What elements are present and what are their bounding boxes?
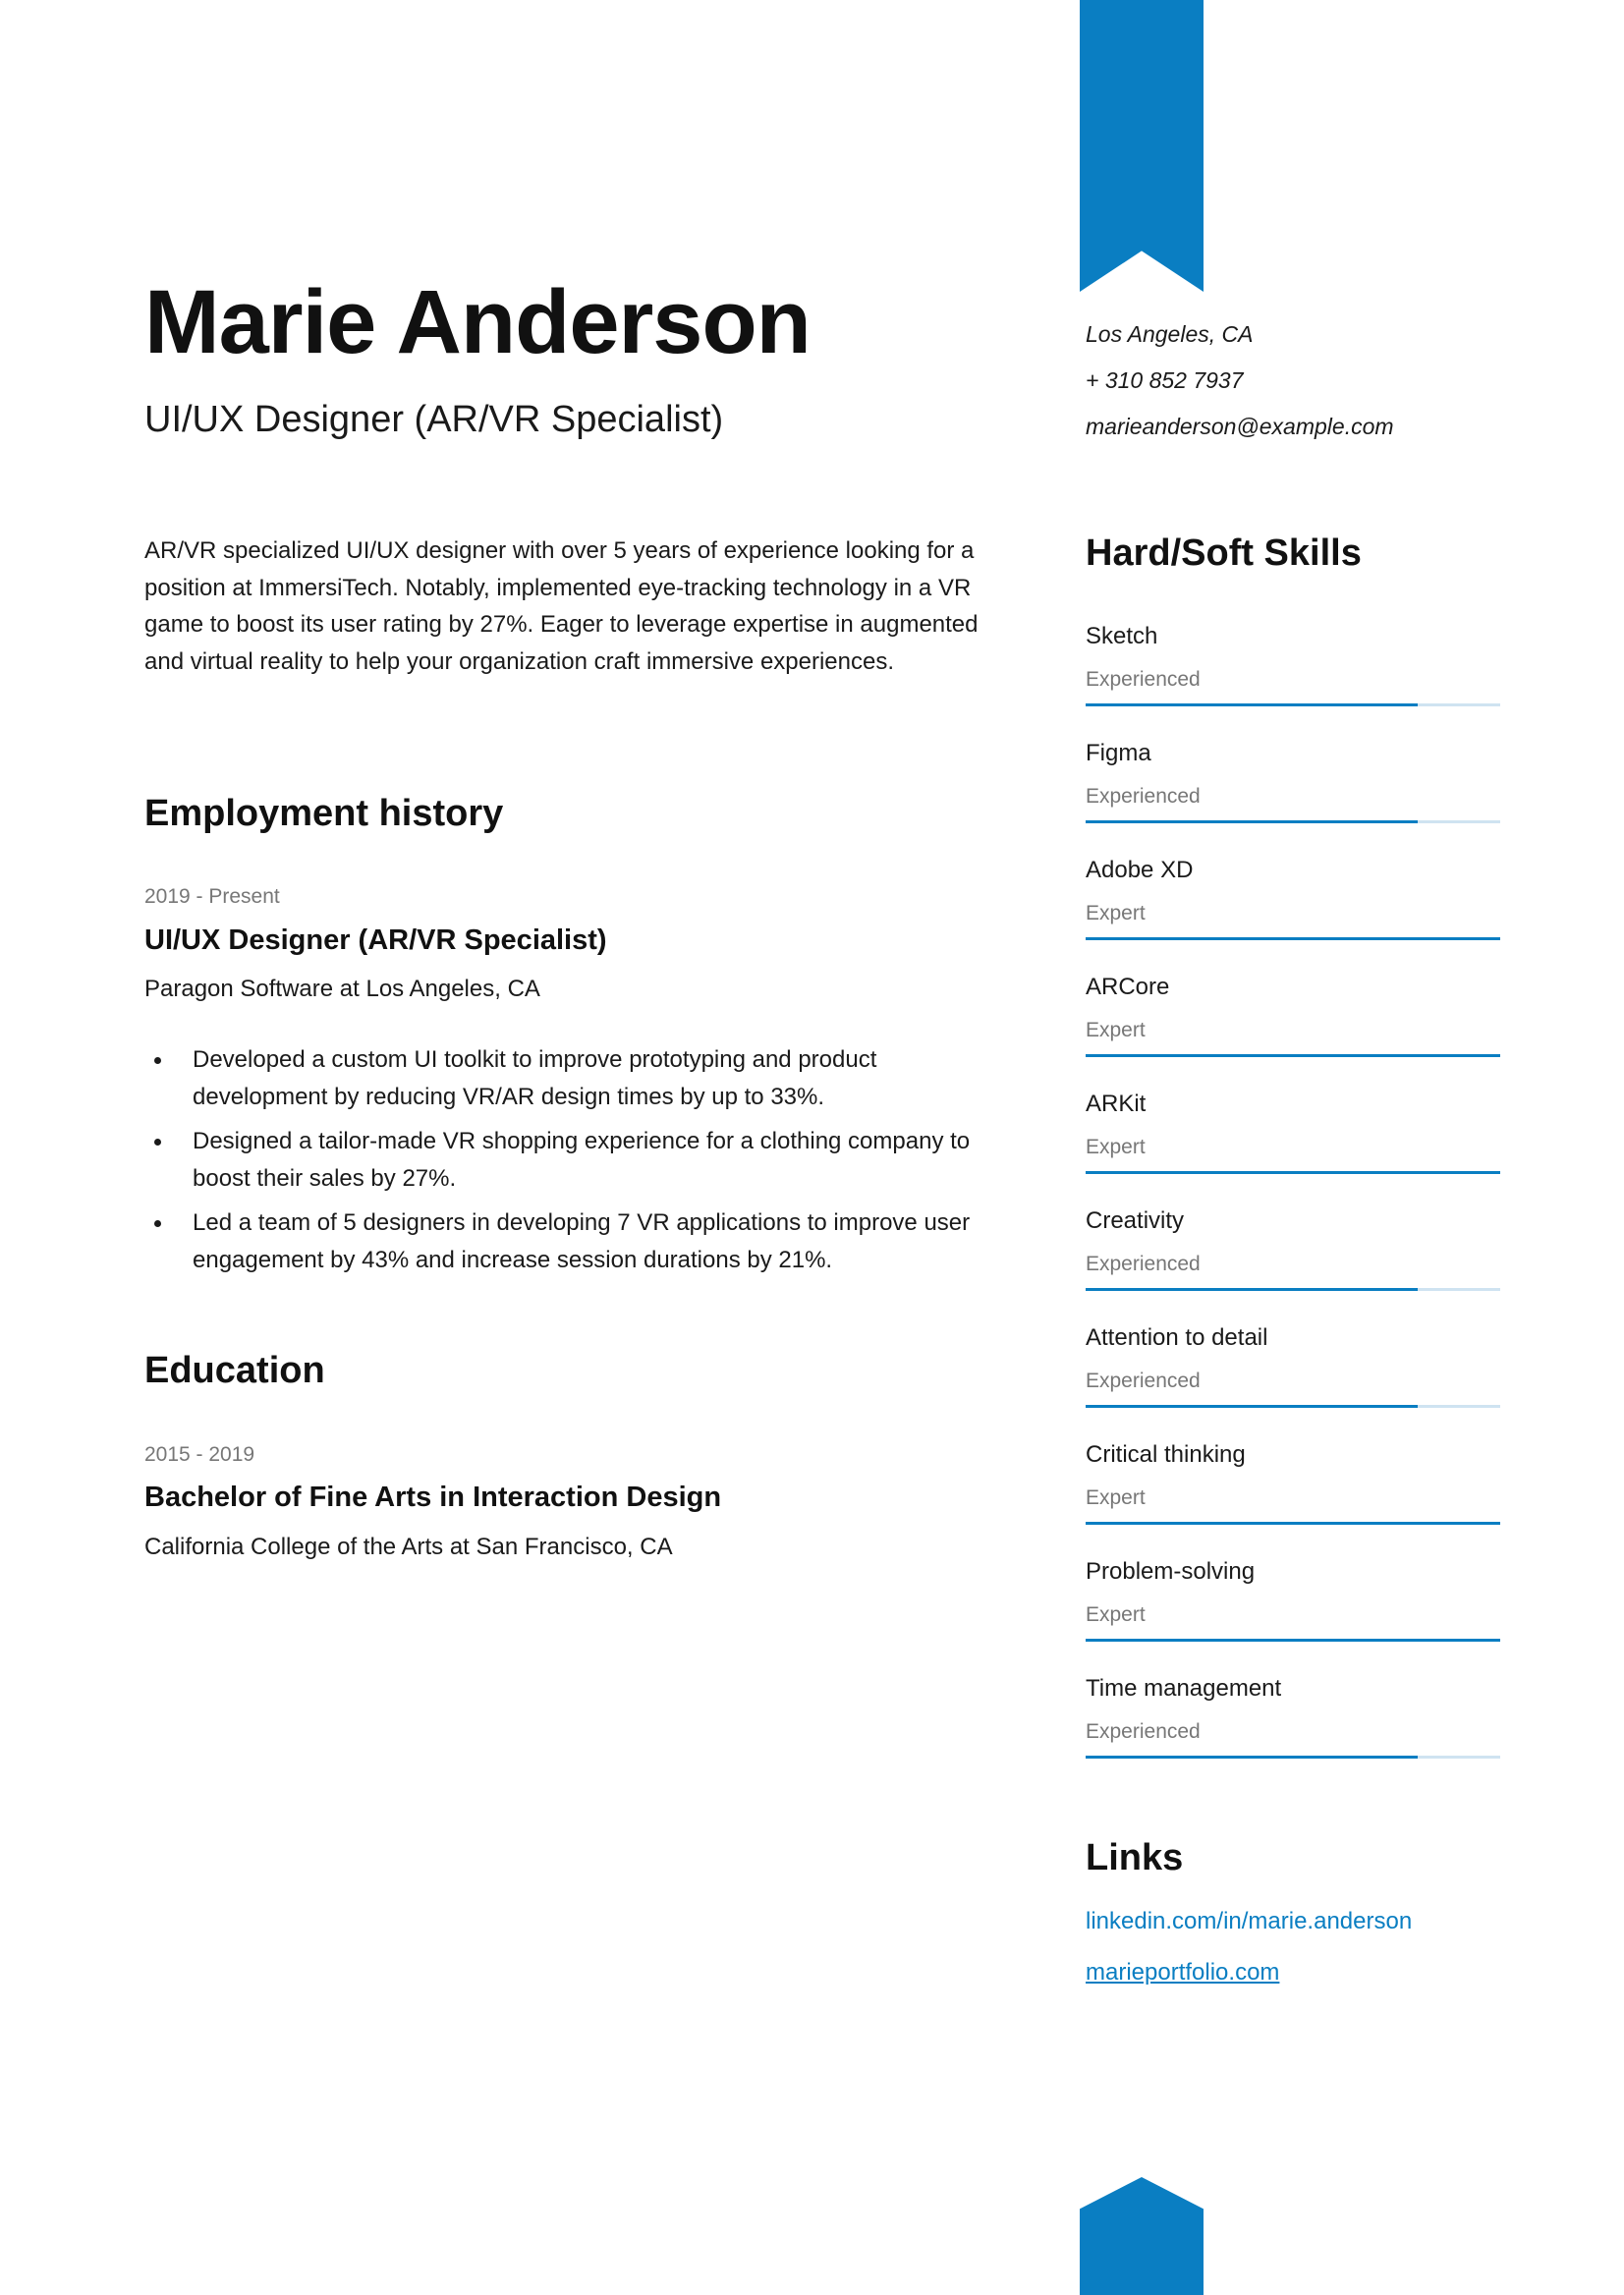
skill-bar xyxy=(1086,1756,1500,1759)
education-heading: Education xyxy=(144,1350,325,1391)
employment-bullets xyxy=(144,1041,1009,1286)
employment-job-title: UI/UX Designer (AR/VR Specialist) xyxy=(144,924,607,956)
education-degree: Bachelor of Fine Arts in Interaction Design xyxy=(144,1482,722,1513)
skill-item xyxy=(1086,1661,1500,1778)
candidate-name: Marie Anderson xyxy=(144,272,811,372)
links-heading: Links xyxy=(1086,1837,1184,1878)
skill-bar-fill xyxy=(1086,1171,1500,1174)
bullet-item xyxy=(144,1041,1009,1115)
bullet-item xyxy=(144,1204,1009,1278)
skills-heading: Hard/Soft Skills xyxy=(1086,532,1362,574)
education-dates: 2015 - 2019 xyxy=(144,1443,255,1466)
skill-bar xyxy=(1086,1288,1500,1291)
skill-level: Expert xyxy=(1086,1486,1146,1509)
linkedin-link[interactable]: linkedin.com/in/marie.anderson xyxy=(1086,1908,1413,1934)
skill-name: Attention to detail xyxy=(1086,1324,1268,1351)
bullet-dot-icon xyxy=(154,1139,161,1146)
candidate-title: UI/UX Designer (AR/VR Specialist) xyxy=(144,399,724,440)
employment-dates: 2019 - Present xyxy=(144,885,280,908)
education-school: California College of the Arts at San Francisco, CA xyxy=(144,1534,673,1560)
bullet-dot-icon xyxy=(154,1057,161,1064)
contact-email: marieanderson@example.com xyxy=(1086,414,1394,439)
skill-name: Problem-solving xyxy=(1086,1558,1256,1585)
skill-bar xyxy=(1086,1054,1500,1057)
bullet-text: Designed a tailor-made VR shopping experience for a clothing company to boost their sales by 27%. xyxy=(193,1128,971,1192)
skill-bar xyxy=(1086,703,1500,706)
skill-level: Expert xyxy=(1086,1136,1146,1158)
skill-level: Expert xyxy=(1086,902,1146,924)
skill-item xyxy=(1086,1544,1500,1661)
skill-bar xyxy=(1086,820,1500,823)
skill-level: Experienced xyxy=(1086,785,1201,808)
skill-name: Adobe XD xyxy=(1086,857,1194,883)
skill-name: Sketch xyxy=(1086,623,1158,649)
profile-summary: AR/VR specialized UI/UX designer with over 5 years of experience looking for a position at ImmersiTech. Notably, implemented eye-tracking technology in a VR game to boost its user rating by 27%. Eager to leverage expertise in augmented and virtual reality to help your organization craft immersive experiences. xyxy=(144,537,979,675)
employment-heading: Employment history xyxy=(144,793,504,834)
skill-bar xyxy=(1086,1405,1500,1408)
contact-location: Los Angeles, CA xyxy=(1086,321,1254,347)
skill-bar xyxy=(1086,1171,1500,1174)
skill-item xyxy=(1086,960,1500,1077)
skill-name: ARKit xyxy=(1086,1091,1147,1117)
skill-level: Expert xyxy=(1086,1019,1146,1041)
skill-name: Critical thinking xyxy=(1086,1441,1246,1468)
skills-list xyxy=(1086,609,1500,1778)
skill-name: Creativity xyxy=(1086,1207,1185,1234)
skill-item xyxy=(1086,1077,1500,1194)
bullet-text: Developed a custom UI toolkit to improve prototyping and product development by reducing VR/AR design times by up to 33%. xyxy=(193,1046,877,1110)
skill-level: Experienced xyxy=(1086,1253,1201,1275)
skill-item xyxy=(1086,843,1500,960)
skill-level: Experienced xyxy=(1086,668,1201,691)
skill-item xyxy=(1086,1427,1500,1544)
skill-bar-fill xyxy=(1086,1288,1418,1291)
skill-item xyxy=(1086,1194,1500,1311)
contact-phone: + 310 852 7937 xyxy=(1086,367,1244,393)
bullet-text: Led a team of 5 designers in developing 7 VR applications to improve user engagement by 43% and increase session durations by 21%. xyxy=(193,1209,971,1273)
ribbon-top-decoration xyxy=(1080,0,1204,292)
bullet-item xyxy=(144,1123,1009,1197)
employment-company: Paragon Software at Los Angeles, CA xyxy=(144,976,540,1002)
skill-bar xyxy=(1086,1522,1500,1525)
skill-name: ARCore xyxy=(1086,974,1170,1000)
skill-bar-fill xyxy=(1086,937,1500,940)
skill-bar-fill xyxy=(1086,820,1418,823)
skill-name: Figma xyxy=(1086,740,1151,766)
skill-bar-fill xyxy=(1086,1639,1500,1642)
skill-bar-fill xyxy=(1086,1522,1500,1525)
skill-bar xyxy=(1086,937,1500,940)
skill-bar-fill xyxy=(1086,1756,1418,1759)
skill-item xyxy=(1086,1311,1500,1427)
ribbon-bottom-decoration xyxy=(1080,2177,1204,2295)
skill-bar-fill xyxy=(1086,1405,1418,1408)
skill-level: Experienced xyxy=(1086,1720,1201,1743)
skill-name: Time management xyxy=(1086,1675,1282,1702)
skill-bar xyxy=(1086,1639,1500,1642)
skill-item xyxy=(1086,726,1500,843)
skill-level: Experienced xyxy=(1086,1370,1201,1392)
skill-bar-fill xyxy=(1086,703,1418,706)
skill-bar-fill xyxy=(1086,1054,1500,1057)
bullet-dot-icon xyxy=(154,1220,161,1227)
skill-level: Expert xyxy=(1086,1603,1146,1626)
skill-item xyxy=(1086,609,1500,726)
portfolio-link[interactable]: marieportfolio.com xyxy=(1086,1959,1280,1986)
